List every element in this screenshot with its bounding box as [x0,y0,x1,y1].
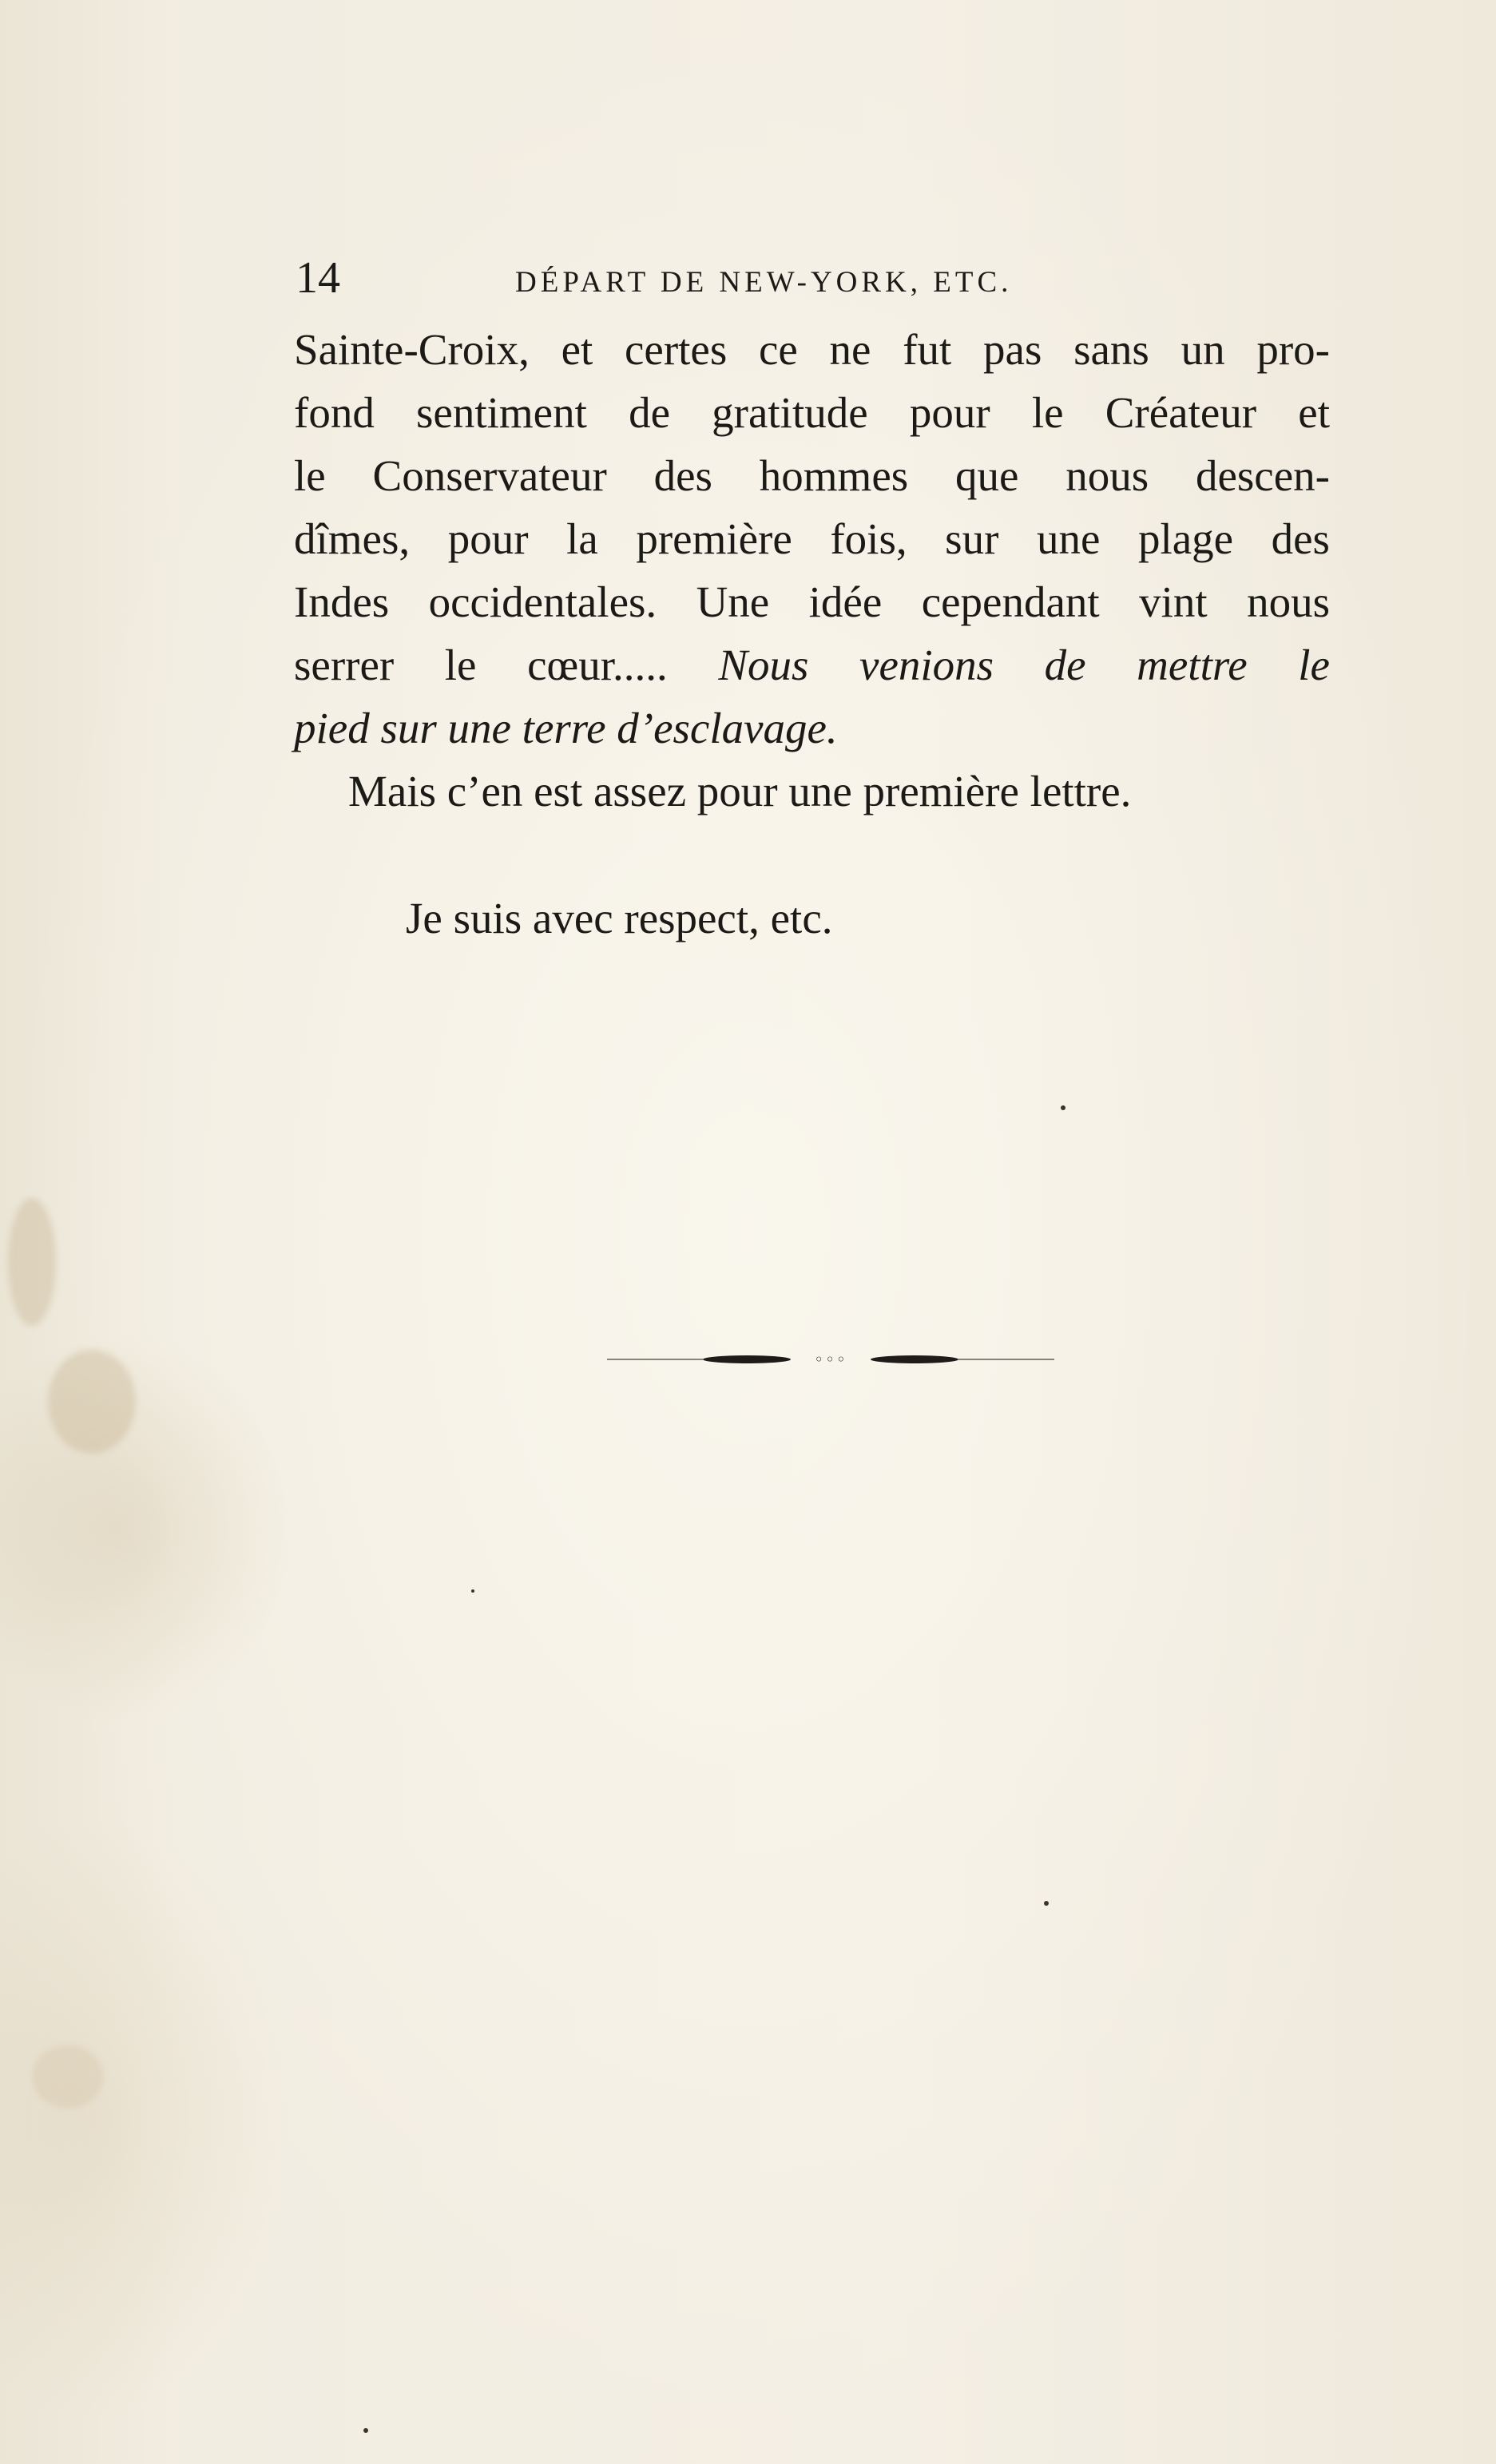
text-line: dîmes, pour la première fois, sur une plage des [294,514,1330,563]
text-line-italic: pied sur une terre d’esclavage. [294,704,838,752]
paper-speck [1044,1901,1049,1906]
ornament-rule [958,1359,1054,1360]
running-head [296,254,1330,302]
text-line: fond sentiment de gratitude pour le Créateur et [294,388,1330,437]
ornament-beads: ◦◦◦ [814,1350,847,1369]
ornament-swell [871,1355,958,1363]
closing-salutation: Je suis avec respect, etc. [406,894,833,942]
foxing-stain [32,2045,104,2109]
section-ornament [607,1348,1054,1371]
body-text [294,318,1330,950]
running-title: DÉPART DE NEW-YORK, ETC. [515,266,1013,299]
paragraph-2: Mais c’en est assez pour une première lettre. [348,767,1132,815]
text-line: serrer le cœur..... Nous venions de mettre le [294,641,1330,689]
text-line: le Conservateur des hommes que nous descen- [294,451,1330,500]
paper-speck [363,2428,368,2433]
foxing-stain [48,1350,136,1454]
ornament-swell [703,1355,791,1363]
paper-speck [471,1589,474,1593]
text-line: Indes occidentales. Une idée cependant vint nous [294,577,1330,626]
text-line: Sainte-Croix, et certes ce ne fut pas sans un pro- [294,325,1330,374]
ornament-rule [607,1359,703,1360]
paper-speck [1061,1105,1065,1110]
page-number: 14 [296,253,340,303]
foxing-stain [8,1198,56,1326]
